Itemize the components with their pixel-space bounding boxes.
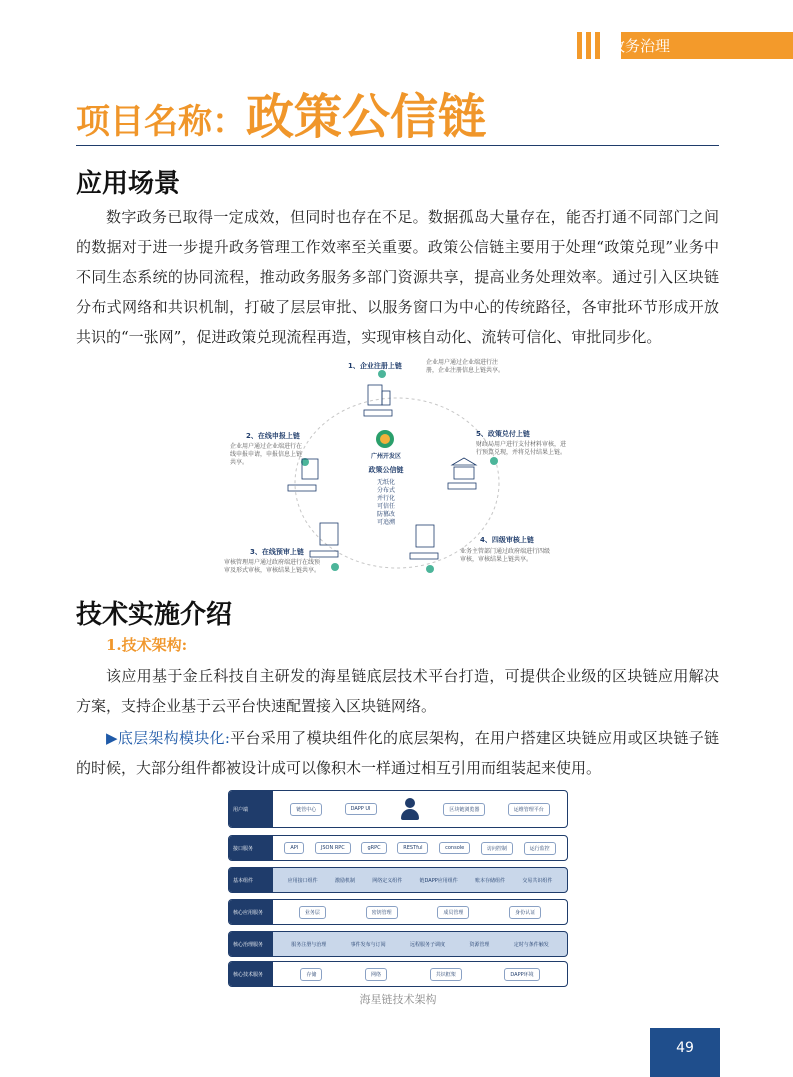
- arch-item: 激励机制: [334, 877, 355, 884]
- modular-text: 平台采用了模块组件化的底层架构，在用户搭建区块链应用或区块链子链的时候，大部分组件都被设计成可以像积木一样通过相互引用而组装起来使用。: [76, 729, 719, 777]
- modular-lead: ▶底层架构模块化:: [106, 729, 230, 747]
- tech-paragraph-1: 该应用基于金丘科技自主研发的海星链底层技术平台打造，可提供企业级的区块链应用解决方案，支持企业基于云平台快速配置接入区块链网络。: [76, 667, 719, 715]
- arch-item: 事件发布与订阅: [350, 941, 386, 948]
- step3-title: 3、在线预审上链: [250, 548, 304, 556]
- arch-item: JSON RPC: [315, 842, 351, 854]
- step5-desc: 财政局用户进行支付材料审核，进行预算兑现，并将兑付结果上链。: [476, 441, 567, 456]
- page-title: [76, 78, 486, 147]
- arch-item: 资源管理: [469, 941, 490, 948]
- arch-item: DAPP环境: [504, 968, 539, 981]
- step4-title: 4、四级审核上链: [480, 536, 534, 544]
- section-tag: [610, 32, 793, 59]
- feature-item: 可信任: [376, 503, 395, 510]
- arch-item: 定时与条件触发: [513, 941, 549, 948]
- arch-item: 存储: [300, 968, 322, 981]
- step5-title: 5、政策兑付上链: [476, 430, 530, 438]
- step4-desc: 业务主管部门通过政府端进行四级审核，审核结果上链共享。: [460, 548, 551, 563]
- layer-items: [273, 842, 567, 855]
- arch-item: 账本存储组件: [475, 877, 506, 884]
- diagram-center: [356, 451, 416, 527]
- layer-label: 用户端: [229, 791, 273, 827]
- arch-item: 链管中心: [290, 803, 322, 816]
- subheading-architecture: 1.技术架构:: [106, 636, 188, 654]
- architecture-diagram: [228, 788, 568, 1006]
- layer-label: 基本组件: [229, 868, 273, 892]
- title-name: 政策公信链: [246, 89, 487, 145]
- title-divider: [76, 145, 719, 146]
- arch-item: 身份认证: [509, 906, 541, 919]
- feature-item: 并行化: [376, 495, 395, 502]
- section-tag-label: 政务治理: [610, 37, 671, 55]
- arch-layer-interface: [228, 835, 568, 861]
- layer-items: [273, 796, 567, 822]
- step1-desc: 企业用户通过企业端进行注册，企业注册信息上链共享。: [426, 359, 505, 374]
- page-number: 49: [650, 1028, 720, 1077]
- section-heading-scenario: 应用场景: [76, 169, 181, 199]
- feature-item: 分布式: [376, 487, 395, 494]
- feature-item: 无纸化: [376, 479, 395, 486]
- layer-items: [273, 939, 567, 950]
- step2-desc: 企业用户通过企业端进行在线申报申请，申报信息上链共享。: [230, 443, 303, 466]
- arch-item: 成员管理: [437, 906, 469, 919]
- arch-item: 应用接口组件: [287, 877, 318, 884]
- arch-item: RESTful: [397, 842, 428, 854]
- arch-item: DAPP UI: [345, 803, 377, 815]
- arch-layer-user: [228, 790, 568, 828]
- layer-label: 接口服务: [229, 836, 273, 860]
- arch-layer-app-services: [228, 899, 568, 925]
- section-heading-tech: 技术实施介绍: [76, 600, 233, 630]
- layer-label: 核心治理服务: [229, 932, 273, 956]
- feature-item: 防篡改: [376, 511, 395, 518]
- architecture-caption: 海星链技术架构: [359, 993, 437, 1006]
- arch-item: 服务注册与治理: [291, 941, 327, 948]
- decorative-bars: [577, 32, 600, 59]
- title-prefix: 项目名称：: [76, 102, 246, 142]
- arch-item: 运维管理平台: [508, 803, 550, 816]
- arch-item: 区块链浏览器: [443, 803, 485, 816]
- layer-label: 核心应用服务: [229, 900, 273, 924]
- arch-item: 链DAPP应用组件: [419, 877, 458, 884]
- arch-item: 密钥管理: [366, 906, 398, 919]
- arch-item: 访问控制: [481, 842, 513, 855]
- layer-items: [273, 906, 567, 919]
- feature-item: 可追溯: [376, 519, 395, 526]
- step2-title: 2、在线申报上链: [246, 432, 300, 440]
- arch-item: 共识框架: [430, 968, 462, 981]
- layer-items: [273, 968, 567, 981]
- arch-layer-tech-services: [228, 961, 568, 987]
- arch-layer-components: [228, 867, 568, 893]
- layer-items: [273, 875, 567, 886]
- arch-item: 网络: [365, 968, 387, 981]
- user-avatar-icon: [399, 796, 421, 822]
- tech-paragraph-2: [76, 723, 719, 783]
- arch-layer-governance: [228, 931, 568, 957]
- step1-title: 1、企业注册上链: [348, 362, 402, 370]
- policy-chain-diagram: [220, 355, 585, 583]
- arch-item: 业务层: [299, 906, 326, 919]
- step3-desc: 审核管理用户通过政府端进行在线预审及形式审核，审核结果上链共享。: [224, 559, 321, 574]
- arch-item: API: [284, 842, 304, 854]
- arch-item: console: [439, 842, 470, 854]
- center-features: [356, 479, 416, 527]
- arch-item: 网络定义组件: [372, 877, 403, 884]
- arch-item: 交易共识组件: [522, 877, 553, 884]
- center-org: 广州开发区: [370, 453, 401, 460]
- center-title: 政策公信链: [368, 466, 404, 474]
- scenario-paragraph: 数字政务已取得一定成效，但同时也存在不足。数据孤岛大量存在，能否打通不同部门之间的数据对于进一步提升政务管理工作效率至关重要。政策公信链主要用于处理“政策兑现”业务中不同生态系统的协同流程，推动政务服务多部门资源共享，提高业务处理效率。通过引入区块链分布式网络和共识机制，打破了层层审批、以服务窗口为中心的传统路径，各审批环节形成开放共识的“一张网”，促进政策兑现流程再造，实现审核自动化、流转可信化、审批同步化。: [76, 208, 719, 346]
- arch-item: gRPC: [361, 842, 386, 854]
- arch-item: 远程服务子调度: [409, 941, 445, 948]
- layer-label: 核心技术服务: [229, 962, 273, 986]
- arch-item: 运行监控: [524, 842, 556, 855]
